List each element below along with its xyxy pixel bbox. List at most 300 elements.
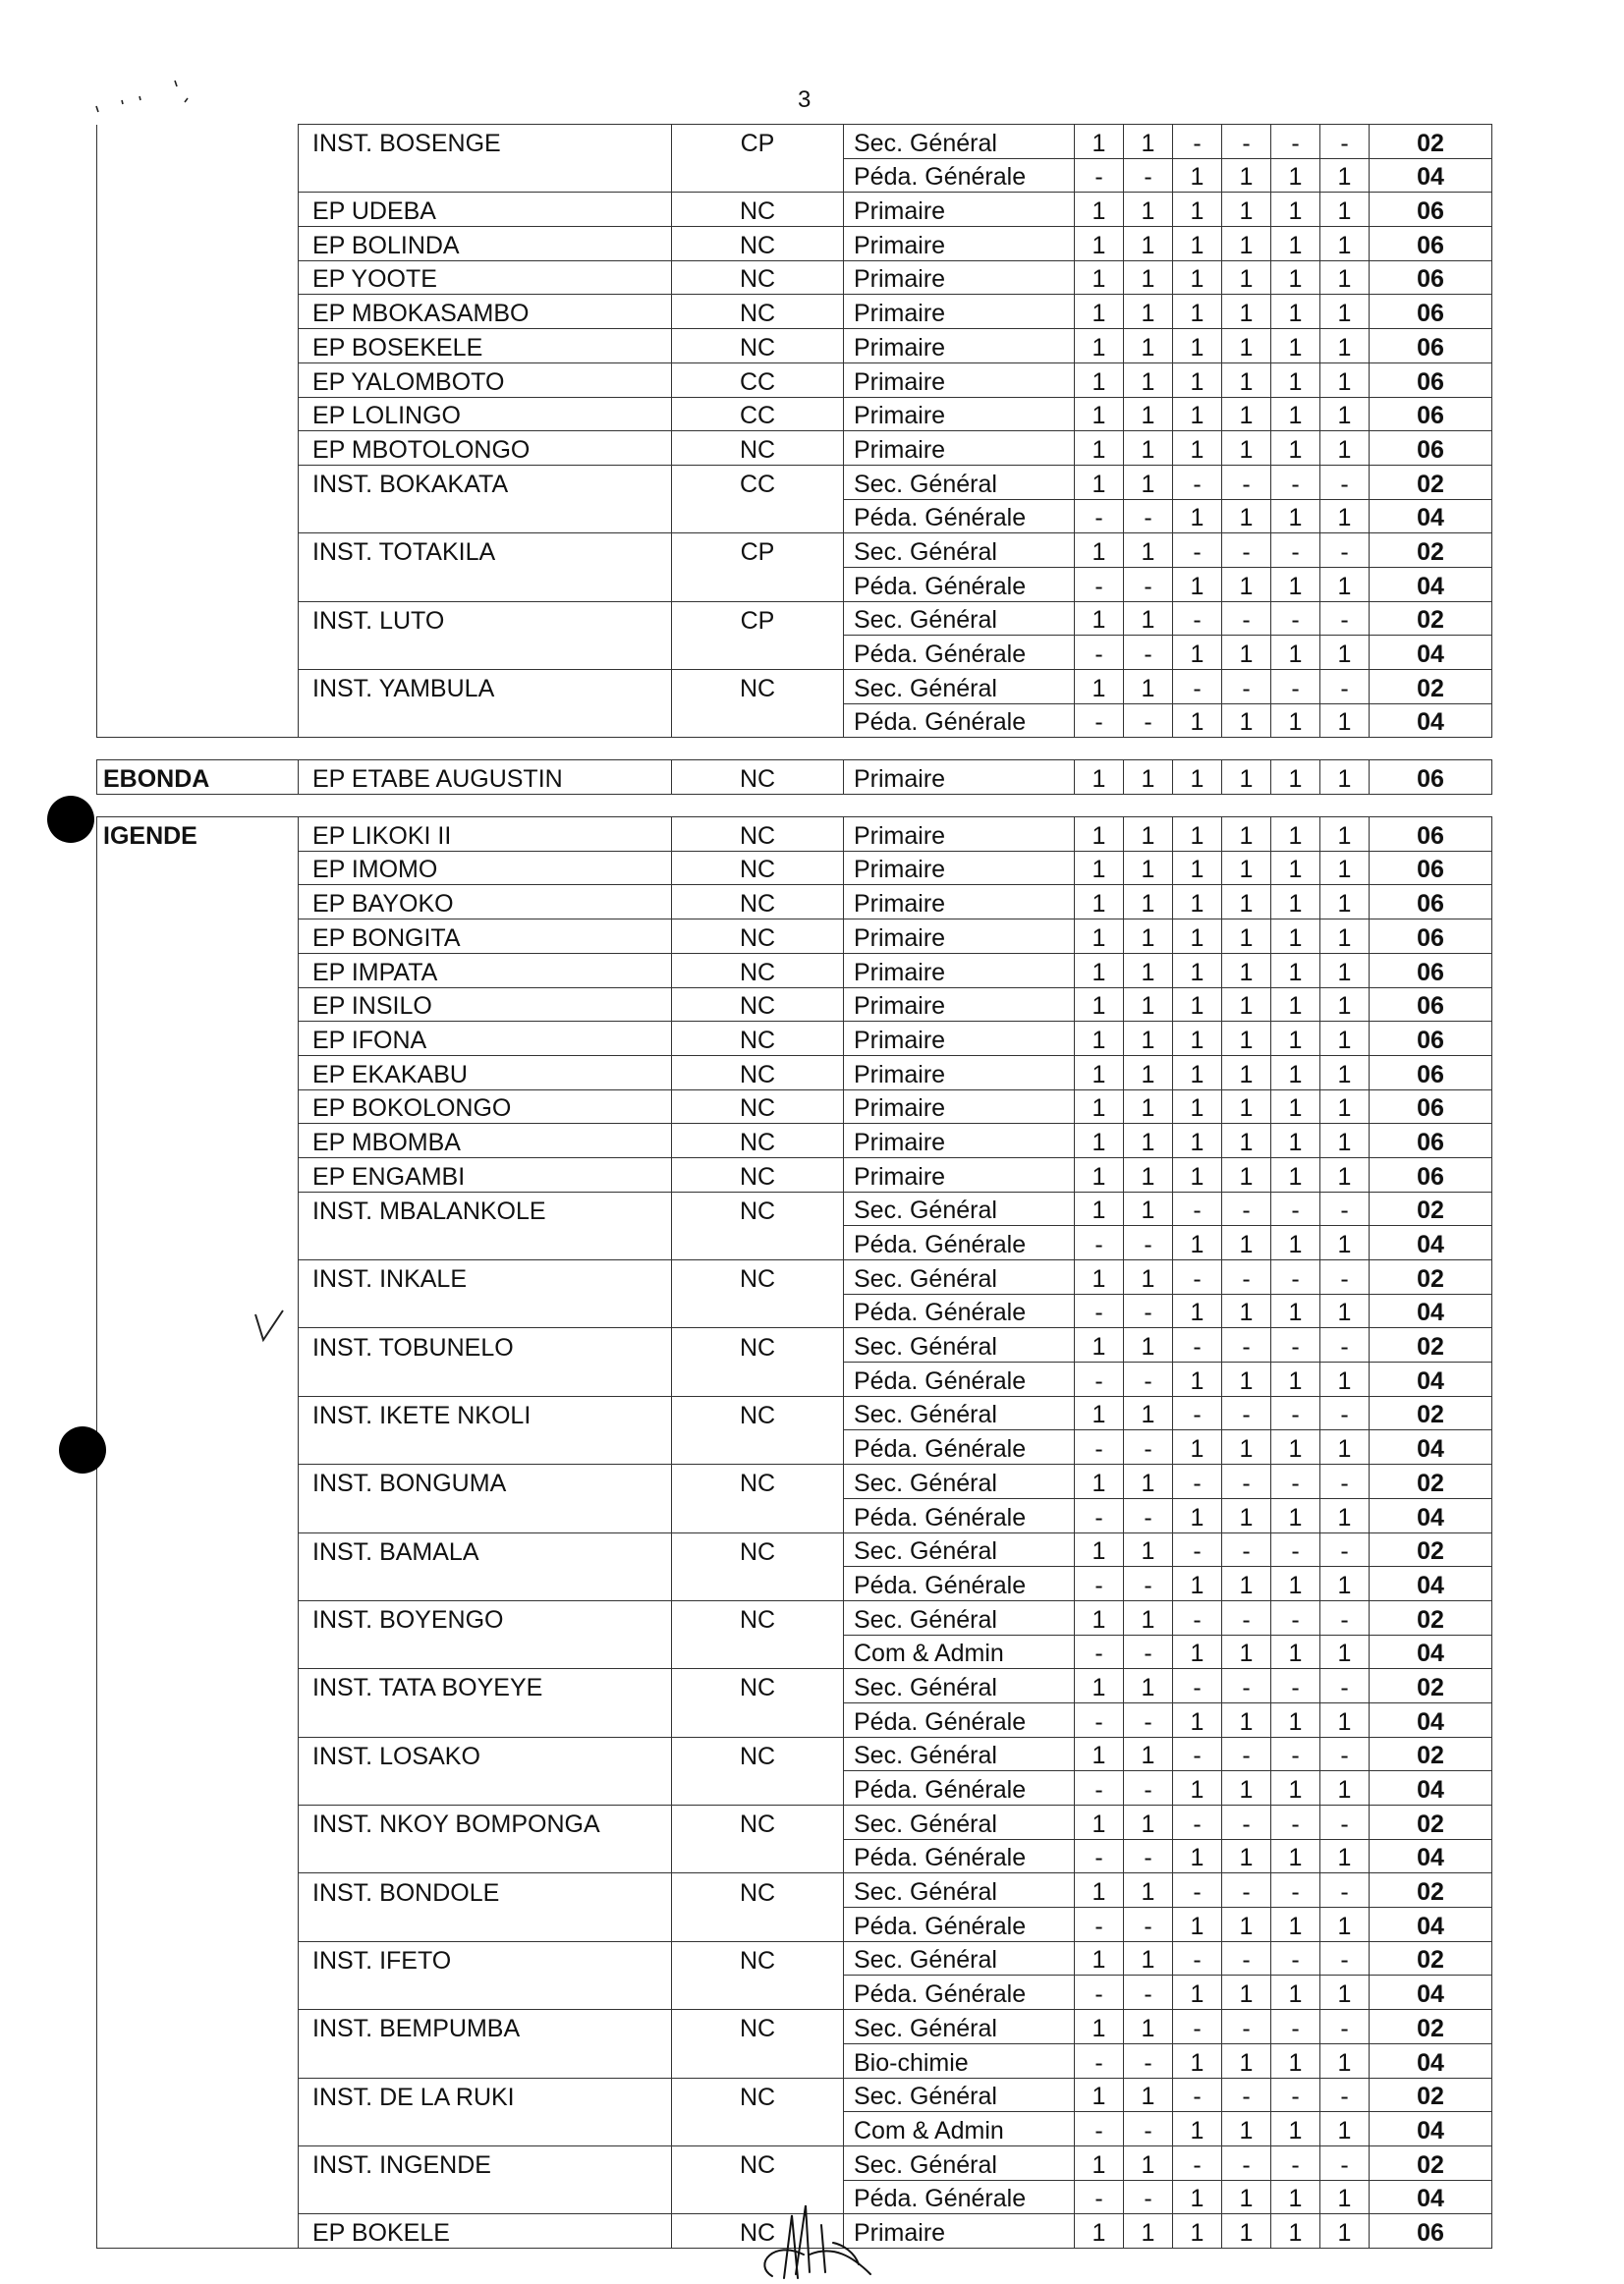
school-name: INST. MBALANKOLE — [299, 1192, 672, 1226]
class-count: 1 — [1222, 1055, 1271, 1089]
class-count: 1 — [1271, 1089, 1320, 1124]
class-count: 1 — [1222, 1567, 1271, 1601]
school-name: EP EKAKABU — [299, 1055, 672, 1089]
class-count: - — [1173, 2078, 1222, 2112]
class-count: 1 — [1124, 1260, 1173, 1295]
class-count: - — [1075, 2180, 1124, 2214]
class-count: 1 — [1320, 2043, 1370, 2078]
class-count: 1 — [1075, 533, 1124, 568]
class-count: - — [1173, 1532, 1222, 1567]
class-count: - — [1222, 1669, 1271, 1703]
class-count: 1 — [1222, 499, 1271, 533]
table-row — [97, 1567, 1492, 1601]
school-type: NC — [672, 1055, 844, 1089]
class-count: 1 — [1222, 1702, 1271, 1737]
class-count: 1 — [1173, 1124, 1222, 1158]
school-name: INST. TOTAKILA — [299, 533, 672, 568]
sub-division-cell — [97, 193, 299, 227]
class-count: - — [1173, 1941, 1222, 1976]
table-row — [97, 499, 1492, 533]
class-count: 1 — [1222, 260, 1271, 295]
class-count: - — [1075, 1498, 1124, 1532]
group-separator — [97, 738, 1492, 760]
class-count: 1 — [1320, 1567, 1370, 1601]
table-row — [97, 1192, 1492, 1226]
row-total: 02 — [1370, 1396, 1492, 1430]
class-count: 1 — [1124, 2214, 1173, 2249]
row-total: 02 — [1370, 1192, 1492, 1226]
row-total: 02 — [1370, 1465, 1492, 1499]
table-row — [97, 295, 1492, 329]
school-type: NC — [672, 295, 844, 329]
school-name — [299, 703, 672, 738]
class-count: 1 — [1271, 1157, 1320, 1192]
school-type: NC — [672, 2145, 844, 2180]
school-type — [672, 1567, 844, 1601]
class-count: - — [1271, 1465, 1320, 1499]
separator-cell — [97, 738, 1492, 760]
class-count: 1 — [1124, 1328, 1173, 1363]
row-total: 04 — [1370, 1498, 1492, 1532]
school-type: NC — [672, 1806, 844, 1840]
section-name: Sec. Général — [844, 1600, 1075, 1635]
class-count: 1 — [1173, 1976, 1222, 2010]
class-count: - — [1222, 1600, 1271, 1635]
class-count: 1 — [1222, 1430, 1271, 1465]
class-count: - — [1173, 1669, 1222, 1703]
section-name: Primaire — [844, 1055, 1075, 1089]
class-count: 1 — [1320, 329, 1370, 363]
school-name — [299, 567, 672, 601]
class-count: - — [1271, 465, 1320, 499]
class-count: 1 — [1124, 1089, 1173, 1124]
row-total: 04 — [1370, 1908, 1492, 1942]
section-name: Péda. Générale — [844, 1226, 1075, 1260]
table-row — [97, 329, 1492, 363]
school-type: NC — [672, 2010, 844, 2044]
school-type: NC — [672, 1396, 844, 1430]
table-row — [97, 397, 1492, 431]
class-count: 1 — [1173, 1498, 1222, 1532]
class-count: 1 — [1222, 1635, 1271, 1669]
table-row — [97, 1430, 1492, 1465]
class-count: 1 — [1075, 1022, 1124, 1056]
row-total: 04 — [1370, 1976, 1492, 2010]
class-count: 1 — [1271, 2180, 1320, 2214]
class-count: 1 — [1173, 1567, 1222, 1601]
class-count: - — [1320, 1669, 1370, 1703]
class-count: - — [1320, 1737, 1370, 1771]
sub-division-cell — [97, 987, 299, 1022]
class-count: 1 — [1320, 295, 1370, 329]
school-name: EP ENGAMBI — [299, 1157, 672, 1192]
class-count: - — [1222, 670, 1271, 704]
row-total: 02 — [1370, 533, 1492, 568]
row-total: 04 — [1370, 1294, 1492, 1328]
school-type — [672, 1635, 844, 1669]
class-count: 1 — [1075, 2078, 1124, 2112]
section-name: Primaire — [844, 431, 1075, 466]
class-count: - — [1320, 1260, 1370, 1295]
school-name: EP LOLINGO — [299, 397, 672, 431]
class-count: 1 — [1222, 295, 1271, 329]
school-type: CP — [672, 601, 844, 636]
class-count: 1 — [1222, 1363, 1271, 1397]
class-count: 1 — [1222, 1771, 1271, 1806]
class-count: - — [1222, 1260, 1271, 1295]
class-count: - — [1124, 636, 1173, 670]
row-total: 06 — [1370, 817, 1492, 852]
table-row — [97, 2112, 1492, 2146]
section-name: Péda. Générale — [844, 1908, 1075, 1942]
row-total: 06 — [1370, 1089, 1492, 1124]
row-total: 02 — [1370, 1941, 1492, 1976]
school-type — [672, 158, 844, 193]
school-name: INST. IKETE NKOLI — [299, 1396, 672, 1430]
class-count: 1 — [1124, 329, 1173, 363]
row-total: 04 — [1370, 1567, 1492, 1601]
school-type: NC — [672, 1192, 844, 1226]
class-count: - — [1271, 1806, 1320, 1840]
sub-division-cell — [97, 1941, 299, 1976]
class-count: 1 — [1173, 2214, 1222, 2249]
row-total: 02 — [1370, 1669, 1492, 1703]
school-name — [299, 499, 672, 533]
class-count: - — [1075, 1567, 1124, 1601]
school-type: NC — [672, 851, 844, 885]
class-count: - — [1173, 1192, 1222, 1226]
class-count: 1 — [1320, 1635, 1370, 1669]
row-total: 06 — [1370, 397, 1492, 431]
section-name: Sec. Général — [844, 1328, 1075, 1363]
class-count: 1 — [1222, 1908, 1271, 1942]
class-count: - — [1271, 533, 1320, 568]
table-row — [97, 1976, 1492, 2010]
class-count: 1 — [1124, 1806, 1173, 1840]
class-count: 1 — [1173, 1022, 1222, 1056]
row-total: 06 — [1370, 295, 1492, 329]
class-count: 1 — [1173, 1157, 1222, 1192]
class-count: - — [1124, 1702, 1173, 1737]
class-count: 1 — [1124, 2010, 1173, 2044]
school-type: NC — [672, 919, 844, 954]
table-row — [97, 2043, 1492, 2078]
class-count: 1 — [1124, 1192, 1173, 1226]
row-total: 02 — [1370, 670, 1492, 704]
class-count: 1 — [1124, 817, 1173, 852]
class-count: 1 — [1075, 760, 1124, 795]
section-name: Sec. Général — [844, 2010, 1075, 2044]
class-count: 1 — [1173, 397, 1222, 431]
row-total: 02 — [1370, 1873, 1492, 1908]
class-count: 1 — [1124, 397, 1173, 431]
school-type: NC — [672, 260, 844, 295]
class-count: - — [1271, 1328, 1320, 1363]
class-count: 1 — [1222, 919, 1271, 954]
check-mark — [252, 1307, 287, 1346]
school-name: EP BOKOLONGO — [299, 1089, 672, 1124]
class-count: 1 — [1320, 260, 1370, 295]
school-type — [672, 703, 844, 738]
class-count: 1 — [1075, 329, 1124, 363]
class-count: - — [1271, 1600, 1320, 1635]
table-row — [97, 1260, 1492, 1295]
school-name — [299, 1294, 672, 1328]
school-name — [299, 1363, 672, 1397]
class-count: 1 — [1124, 1737, 1173, 1771]
table-row — [97, 1908, 1492, 1942]
school-type: NC — [672, 953, 844, 987]
class-count: 1 — [1271, 260, 1320, 295]
table-row — [97, 1839, 1492, 1873]
sub-division-cell — [97, 1124, 299, 1158]
table-row — [97, 227, 1492, 261]
class-count: 1 — [1320, 431, 1370, 466]
class-count: 1 — [1271, 431, 1320, 466]
class-count: 1 — [1320, 2180, 1370, 2214]
class-count: - — [1271, 1669, 1320, 1703]
school-name: EP MBOKASAMBO — [299, 295, 672, 329]
table-row — [97, 1669, 1492, 1703]
school-type — [672, 1839, 844, 1873]
class-count: 1 — [1173, 919, 1222, 954]
class-count: 1 — [1173, 885, 1222, 919]
row-total: 06 — [1370, 431, 1492, 466]
class-count: 1 — [1124, 1873, 1173, 1908]
row-total: 06 — [1370, 885, 1492, 919]
class-count: 1 — [1173, 567, 1222, 601]
class-count: - — [1075, 2112, 1124, 2146]
sub-division-cell — [97, 851, 299, 885]
school-type — [672, 636, 844, 670]
table-row — [97, 567, 1492, 601]
class-count: 1 — [1124, 987, 1173, 1022]
class-count: - — [1222, 1396, 1271, 1430]
sub-division-label: EBONDA — [97, 760, 299, 795]
class-count: 1 — [1124, 1124, 1173, 1158]
school-name: INST. BONDOLE — [299, 1873, 672, 1908]
class-count: - — [1075, 567, 1124, 601]
class-count: - — [1075, 499, 1124, 533]
class-count: - — [1173, 2010, 1222, 2044]
section-name: Péda. Générale — [844, 499, 1075, 533]
sub-division-cell — [97, 2145, 299, 2180]
class-count: 1 — [1222, 2214, 1271, 2249]
table-row — [97, 1363, 1492, 1397]
class-count: 1 — [1124, 533, 1173, 568]
school-type: NC — [672, 1873, 844, 1908]
table-row — [97, 1600, 1492, 1635]
sub-division-cell — [97, 1806, 299, 1840]
section-name: Péda. Générale — [844, 1771, 1075, 1806]
section-name: Primaire — [844, 397, 1075, 431]
class-count: 1 — [1075, 1806, 1124, 1840]
class-count: - — [1320, 1396, 1370, 1430]
sub-division-cell — [97, 2180, 299, 2214]
class-count: - — [1320, 670, 1370, 704]
school-type: NC — [672, 1532, 844, 1567]
class-count: 1 — [1320, 1702, 1370, 1737]
school-type: NC — [672, 1260, 844, 1295]
section-name: Sec. Général — [844, 1465, 1075, 1499]
class-count: - — [1124, 1635, 1173, 1669]
class-count: 1 — [1320, 1908, 1370, 1942]
class-count: - — [1075, 1430, 1124, 1465]
class-count: - — [1271, 1396, 1320, 1430]
school-type: NC — [672, 2214, 844, 2249]
row-total: 06 — [1370, 1157, 1492, 1192]
table-row — [97, 431, 1492, 466]
class-count: 1 — [1320, 1771, 1370, 1806]
row-total: 04 — [1370, 2112, 1492, 2146]
sub-division-cell — [97, 465, 299, 499]
sub-division-cell — [97, 601, 299, 636]
school-type: NC — [672, 1328, 844, 1363]
class-count: 1 — [1124, 465, 1173, 499]
class-count: 1 — [1075, 1055, 1124, 1089]
class-count: 1 — [1075, 817, 1124, 852]
class-count: - — [1173, 1465, 1222, 1499]
section-name: Primaire — [844, 1089, 1075, 1124]
class-count: 1 — [1075, 953, 1124, 987]
section-name: Primaire — [844, 851, 1075, 885]
section-name: Péda. Générale — [844, 1839, 1075, 1873]
class-count: 1 — [1075, 260, 1124, 295]
class-count: - — [1271, 1532, 1320, 1567]
school-name: INST. TOBUNELO — [299, 1328, 672, 1363]
class-count: 1 — [1124, 1532, 1173, 1567]
table-row — [97, 2010, 1492, 2044]
class-count: 1 — [1320, 1124, 1370, 1158]
section-name: Primaire — [844, 260, 1075, 295]
school-name — [299, 1498, 672, 1532]
school-type — [672, 1908, 844, 1942]
row-total: 06 — [1370, 193, 1492, 227]
section-name: Primaire — [844, 2214, 1075, 2249]
class-count: - — [1124, 2180, 1173, 2214]
class-count: 1 — [1124, 851, 1173, 885]
class-count: - — [1222, 2078, 1271, 2112]
class-count: 1 — [1222, 1089, 1271, 1124]
sub-division-cell — [97, 953, 299, 987]
school-type: NC — [672, 760, 844, 795]
row-total: 04 — [1370, 1635, 1492, 1669]
class-count: 1 — [1075, 1396, 1124, 1430]
table-row — [97, 1226, 1492, 1260]
class-count: 1 — [1222, 1498, 1271, 1532]
class-count: - — [1124, 1771, 1173, 1806]
class-count: 1 — [1271, 1055, 1320, 1089]
class-count: 1 — [1320, 1022, 1370, 1056]
class-count: 1 — [1075, 1600, 1124, 1635]
class-count: 1 — [1320, 636, 1370, 670]
class-count: 1 — [1173, 1702, 1222, 1737]
class-count: 1 — [1271, 295, 1320, 329]
class-count: 1 — [1320, 1976, 1370, 2010]
class-count: 1 — [1173, 1635, 1222, 1669]
section-name: Péda. Générale — [844, 2180, 1075, 2214]
table-row — [97, 2078, 1492, 2112]
section-name: Sec. Général — [844, 1737, 1075, 1771]
class-count: - — [1222, 1941, 1271, 1976]
sub-division-cell — [97, 885, 299, 919]
school-name: EP IMOMO — [299, 851, 672, 885]
section-name: Sec. Général — [844, 2145, 1075, 2180]
class-count: 1 — [1173, 499, 1222, 533]
class-count: 1 — [1075, 1124, 1124, 1158]
row-total: 02 — [1370, 1737, 1492, 1771]
class-count: - — [1173, 465, 1222, 499]
sub-division-cell — [97, 1600, 299, 1635]
class-count: 1 — [1173, 1226, 1222, 1260]
class-count: 1 — [1222, 1124, 1271, 1158]
sub-division-cell — [97, 567, 299, 601]
row-total: 06 — [1370, 329, 1492, 363]
table-row — [97, 1635, 1492, 1669]
scan-specks — [88, 69, 216, 128]
school-name: EP BAYOKO — [299, 885, 672, 919]
class-count: 1 — [1124, 260, 1173, 295]
group-separator — [97, 795, 1492, 817]
class-count: - — [1075, 1226, 1124, 1260]
schools-table — [96, 124, 1492, 2249]
table-row — [97, 1089, 1492, 1124]
class-count: - — [1075, 1702, 1124, 1737]
class-count: 1 — [1222, 1157, 1271, 1192]
class-count: 1 — [1271, 1839, 1320, 1873]
section-name: Primaire — [844, 919, 1075, 954]
class-count: - — [1124, 2112, 1173, 2146]
class-count: 1 — [1271, 703, 1320, 738]
class-count: 1 — [1173, 1839, 1222, 1873]
row-total: 06 — [1370, 1055, 1492, 1089]
sub-division-cell — [97, 1737, 299, 1771]
class-count: 1 — [1271, 817, 1320, 852]
school-name: INST. YAMBULA — [299, 670, 672, 704]
section-name: Sec. Général — [844, 533, 1075, 568]
class-count: - — [1222, 1737, 1271, 1771]
class-count: 1 — [1124, 1941, 1173, 1976]
class-count: 1 — [1222, 1839, 1271, 1873]
class-count: 1 — [1271, 1124, 1320, 1158]
class-count: 1 — [1222, 1294, 1271, 1328]
sub-division-cell — [97, 1567, 299, 1601]
row-total: 04 — [1370, 1839, 1492, 1873]
class-count: 1 — [1124, 760, 1173, 795]
school-name: INST. TATA BOYEYE — [299, 1669, 672, 1703]
class-count: - — [1075, 1294, 1124, 1328]
school-name: EP BOSEKELE — [299, 329, 672, 363]
class-count: - — [1320, 1192, 1370, 1226]
section-name: Sec. Général — [844, 1260, 1075, 1295]
class-count: 1 — [1124, 125, 1173, 159]
class-count: - — [1271, 1873, 1320, 1908]
school-name — [299, 1567, 672, 1601]
school-name: EP INSILO — [299, 987, 672, 1022]
class-count: 1 — [1124, 670, 1173, 704]
school-type: NC — [672, 817, 844, 852]
class-count: 1 — [1075, 987, 1124, 1022]
class-count: - — [1173, 670, 1222, 704]
class-count: 1 — [1222, 953, 1271, 987]
class-count: 1 — [1222, 2180, 1271, 2214]
class-count: 1 — [1271, 1976, 1320, 2010]
section-name: Péda. Générale — [844, 158, 1075, 193]
table-row — [97, 885, 1492, 919]
table-row — [97, 1124, 1492, 1158]
table-row — [97, 158, 1492, 193]
school-type: NC — [672, 1737, 844, 1771]
